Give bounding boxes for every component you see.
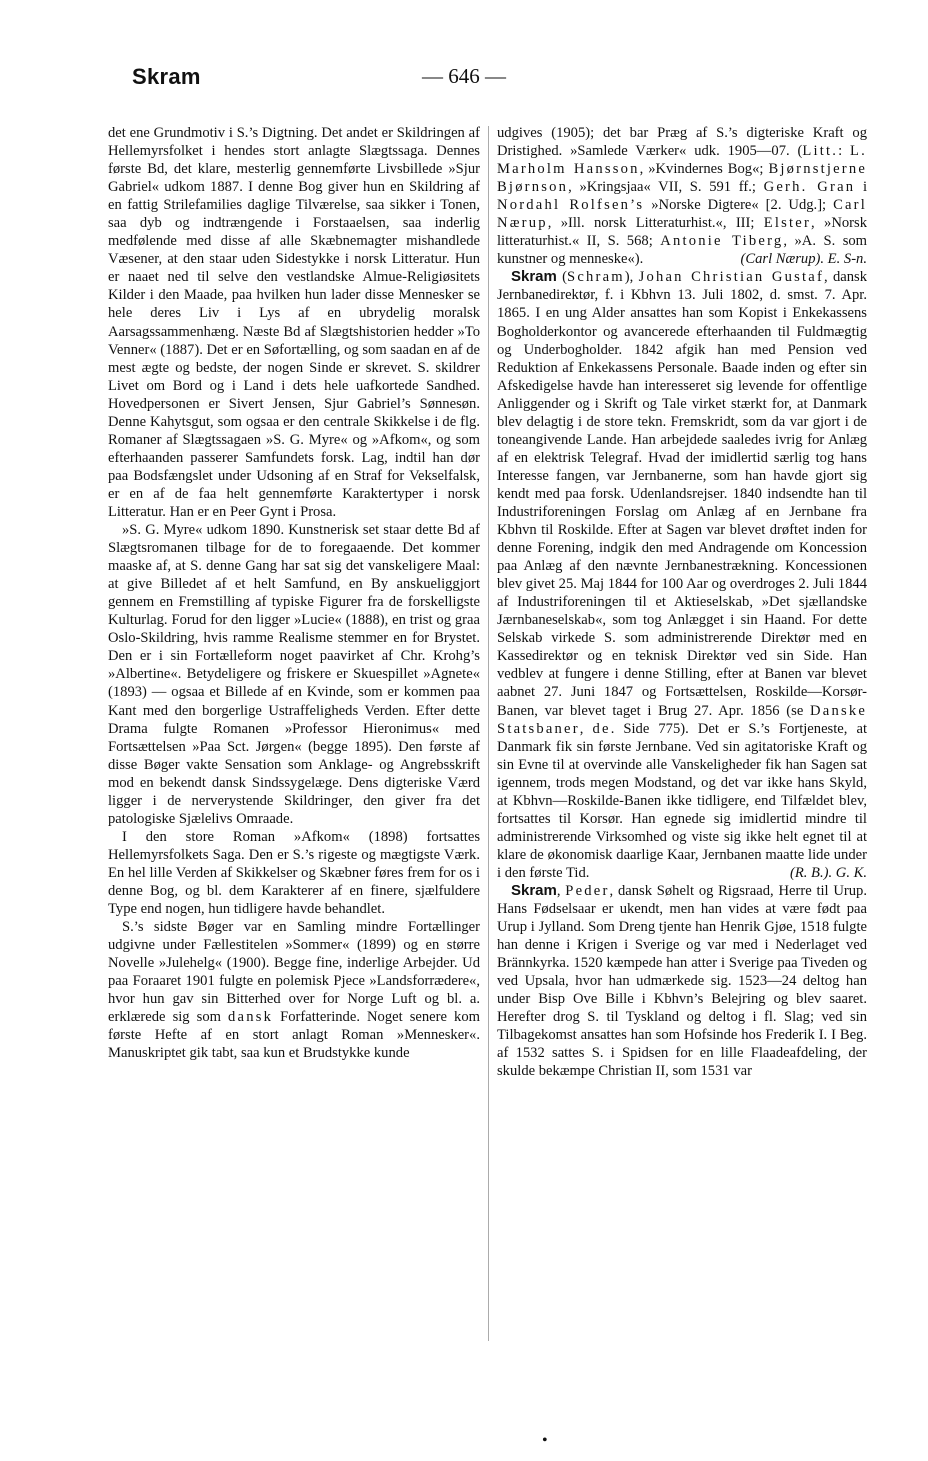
paragraph-text: det ene Grundmotiv i S.’s Digtning. Det andet er Skildringen af Hellemyrsfolket i hendes stort anlagte Slægtssaga. Dennes første Bd, det klare, mesterlig gennemførte Livsbillede »Sjur Gabriel« udkom 1887. I denne Bog giver hun en Skildring af en fattig Strilefamilies daglige Tilværelse, saa sikker i Tonen, saa dyb og indtrængende i Forstaaelsen, saa inderlig medfølende med disse af alle Skæbnemagter mishandlede Væsener, at den staar uden Sidestykke i norsk Litteratur. Hun er naaet ned til selve den vestlandske Almue-Religiøsitets Kilder i den Maade, paa hvilken hun lader disse Mennesker se hele deres Liv i Lys af en ubrydelig moralsk Aarsagssammenhæng. Næste Bd af Slægtshistorien hedder »To Venner« (1887). Det er en Søfortælling, og som saadan en af de mest ægte og bedste, der nogen Sinde er skrevet. S. skildrer Livet om Bord og i Land i dets hele uafkortede Sandhed. Hovedpersonen er Sivert Jensen, Sjur Gabriel’s Sønnesøn. Denne Kahytsgut, som ogsaa er den centrale Skikkelse i de flg. Romaner af Slægtssagaen »S. G. Myre« og »Afkom«, og som efterhaanden passerer Samfundets forsk. Lag, indtil han dør paa Bodsfængslet under Udsoning af en Straf for Vekselfalsk, er en af de faa helt gennemførte Karaktertyper i norsk Litteratur. Han er en Peer Gynt i Prosa. bbox=[108, 125, 480, 520]
text-run: , dansk Jernbanedirektør, f. i Kbhvn 13. Juli 1802, d. smst. 7. Apr. 1865. I en ung Alder ansattes han som Kopist i Enkekassens Bogholderkontor og avancerede efterhaanden til Fuldmægtig og Underbogholder. 1842 afgik han med Pension ved Reduktion af Enkekassens Personale. Baade inden og efter sin Afskedigelse havde han interesseret sig levende for offentlige Anliggender og i Skrift og Tale virket stærkt for, at Danmark blev delagtig i de store tekn. Fremskridt, som da var gjort i de toneangivende Lande. Han arbejdede saaledes ivrig for Anlæg af en elektrisk Telegraf. Hvad der imidlertid særlig tog hans Interesse fangen, var Jernbanerne, som han havde gjort sig kendt med paa forsk. Udenlandsrejser. 1840 indsendte han til Industriforeningen Forslag om Anlæg af en Jernbane fra Kbhvn til Roskilde. Efter at Sagen var blevet drøftet inden for denne Forening, indgik den med Andragende om Koncession paa Anlæg af den nævnte Jernbanestrækning. Koncessionen blev givet 25. Maj 1844 for 100 Aar og overdroges 2. Juli 1844 af Industriforeningen til et Aktieselskab, »Det sjællandske Jærnbaneselskab«, som tog Anlægget i sin Haand. For dette Selskab virkede S. som administrerende Direktør med en Kassedirektør og en teknisk Direktør ved sin Side. Han vedblev at fungere i denne Stilling, efter at Banen var blevet aabnet 27. Juni 1847 og Fortsættelsen, Roskilde—Korsør-Banen, var blevet taget i Brug 27. Apr. 1856 (se bbox=[497, 269, 867, 719]
author-name: Nordahl Rolfsen’s bbox=[497, 197, 645, 214]
paragraph-text: Forfatterinde. Noget senere kom første Hefte af en stort anlagt Roman »Mennesker«. Manuskriptet gik tabt, saa kun et Brudstykke kunde bbox=[108, 1009, 480, 1062]
spaced-word: de bbox=[592, 720, 611, 737]
author-signature: (R. B.). G. K. bbox=[789, 864, 867, 881]
text-run: , »Ill. norsk Litteraturhist.«, III; bbox=[547, 215, 764, 232]
text-run: ( bbox=[556, 269, 568, 286]
spaced-word: dansk bbox=[228, 1009, 274, 1026]
author-name: Gerh. Gran bbox=[763, 179, 856, 196]
paragraph-s-g-myre bbox=[108, 521, 480, 828]
paragraph-last-books bbox=[108, 918, 480, 1062]
paragraph-text: »S. G. Myre« udkom 1890. Kunstnerisk set staar dette Bd af Slægtsromanen tilbage for de to foregaaende. Det kommer maaske af, at S. denne Gang har sat sig det vanskeligere Maal: at give Billedet af et helt Samfund, en By anskueliggjort gennem en Fremstilling af typiske Figurer fra de forskelligste Kulturlag. Forud for den ligger »Lucie« (1888), en trist og graa Oslo-Skildring, hvis ramme Realisme stemmer en for Brystet. Den er i sin Fortælleform noget paavirket af Chr. Krohg’s »Albertine«. Betydeligere og friskere er Skuespillet »Agnete« (1893) — ogsaa et Billede af en Kvinde, som er kommen paa Kant med den borgerlige Ustraffeligheds Verden. Efter dette Drama fulgte Romanen »Professor Hieronimus« med Fortsættelsen »Paa Sct. Jørgen« (begge 1895). Den første af disse Bøger vakte Sensation som Anklage- og Angrebsskrift mod en bekendt dansk Sindssygelæge. Dens digteriske Værd ligger i de nerverystende Skildringer, den giver fra det patologiske Sjælelivs Omraade. bbox=[108, 522, 480, 827]
right-column bbox=[497, 124, 867, 1391]
bottom-mark: • bbox=[542, 1432, 548, 1449]
paragraph-afkom bbox=[108, 828, 480, 918]
text-run: ), bbox=[624, 269, 639, 286]
author-signature: (Carl Nærup). E. S-n. bbox=[740, 251, 867, 268]
text-run: , dansk Søhelt og Rigsraad, Herre til Urup. Hans Fødselsaar er ukendt, men han vides at være født paa Urup i Jylland. Som Dreng tjente han Henrik Gjøe, 1518 fulgte han denne i Krigen i Sverige og var med i Nederlaget ved Brännkyrka. 1520 kæmpede han atter i Sverige paa Tiveden og ved Upsala, hvor han udmærkede sig. 1523—24 deltog han under Bisp Ove Bille i Kbhvn’s Belejring og blev saaret. Herefter drog S. til Tyskland og deltog i fl. Slag; ved sin Tilbagekomst ansattes han som Hofsinde hos Frederik I. I Beg. af 1532 sattes S. i Spidsen for en lille Flaadeafdeling, der skulde bekæmpe Christian II, som 1531 var bbox=[497, 882, 867, 1080]
text-run: udgives (1905); det bar Præg af S.’s digteriske Kraft og Dristighed. »Samlede Værker« udk. 1905—07. ( bbox=[497, 125, 867, 160]
text-run: , »Kringsjaa« VII, S. 591 ff.; bbox=[568, 179, 764, 196]
text-run: , bbox=[579, 720, 593, 737]
paragraph-literature bbox=[497, 124, 867, 268]
text-run: , bbox=[556, 882, 566, 899]
cross-reference: Danske Statsbaner bbox=[497, 702, 867, 737]
page-number: — 646 — bbox=[422, 64, 506, 88]
entry-name: Johan Christian Gustaf bbox=[638, 269, 825, 286]
text-run: , »Kvindernes Bog«; bbox=[639, 161, 769, 178]
paragraph-continuation bbox=[108, 124, 480, 521]
spaced-word: Litt. bbox=[802, 143, 839, 160]
author-name: Antonie Tiberg bbox=[660, 233, 784, 250]
running-head-word: Skram bbox=[132, 64, 201, 89]
column-divider bbox=[488, 126, 489, 1341]
running-head bbox=[0, 58, 928, 98]
entry-headword: Skram bbox=[511, 268, 557, 286]
entry-peder bbox=[497, 882, 867, 1081]
text-run: , »Norsk litteraturhist.« II, S. 568; bbox=[497, 215, 867, 250]
text-run: i bbox=[855, 179, 867, 196]
text-run: , »A. S. som kunstner og menneske«). bbox=[497, 233, 867, 268]
text-run: »Norske Digtere« [2. Udg.]; bbox=[644, 197, 834, 214]
author-name: L. Marholm Hansson bbox=[497, 143, 867, 178]
paragraph-text: S.’s sidste Bøger var en Samling mindre Fortællinger udgivne under Fællestitelen »Sommer« (1899) og en større Novelle »Julehelg« (1900). Begge fine, inderlige Arbejder. Ud paa Foraaret 1901 fulgte en polemisk Pjece »Landsforrædere«, hvor hun gav sin Bitterhed over for Norge Luft og bl. a. erklærede sig som bbox=[108, 919, 480, 1026]
text-run: . Side 775). Det er S.’s Fortjeneste, at Danmark fik sin første Jernbane. Ved sin agitatoriske Kraft og sin Evne til at overvinde alle Vanskeligheder fik han Sagen sat igennem, trods megen Modstand, og det var ikke hans Skyld, at Kbhvn—Roskilde-Banen ikke tidligere, end Tilfældet blev, fortsattes til Korsør. Han egnede sig imidlertid mindre til administrerende Virksomhed og viste sig ikke helt egnet til at klare de økonomisk daarlige Kaar, Jernbanen maatte lide under i den første Tid. bbox=[497, 720, 867, 881]
spaced-word: Schram bbox=[567, 269, 625, 286]
author-name: Elster bbox=[763, 215, 812, 232]
paragraph-text: I den store Roman »Afkom« (1898) fortsattes Hellemyrsfolkets Saga. Den er S.’s rigeste og mægtigste Værk. En hel lille Verden af Skikkelser og Skæbner føres frem for os i denne Bog, og bl. dem Karakterer af en finere, sjælfuldere Type end nogen, hun tidligere havde behandlet. bbox=[108, 828, 480, 918]
author-name: Carl Nærup bbox=[497, 197, 867, 232]
entry-name: Peder bbox=[565, 882, 610, 899]
text-run: : bbox=[838, 143, 851, 160]
entry-headword: Skram bbox=[511, 881, 557, 899]
entry-johan-christian-gustaf bbox=[497, 268, 867, 882]
author-name: Bjørnstjerne Bjørnson bbox=[497, 161, 867, 196]
left-column bbox=[108, 124, 480, 1391]
